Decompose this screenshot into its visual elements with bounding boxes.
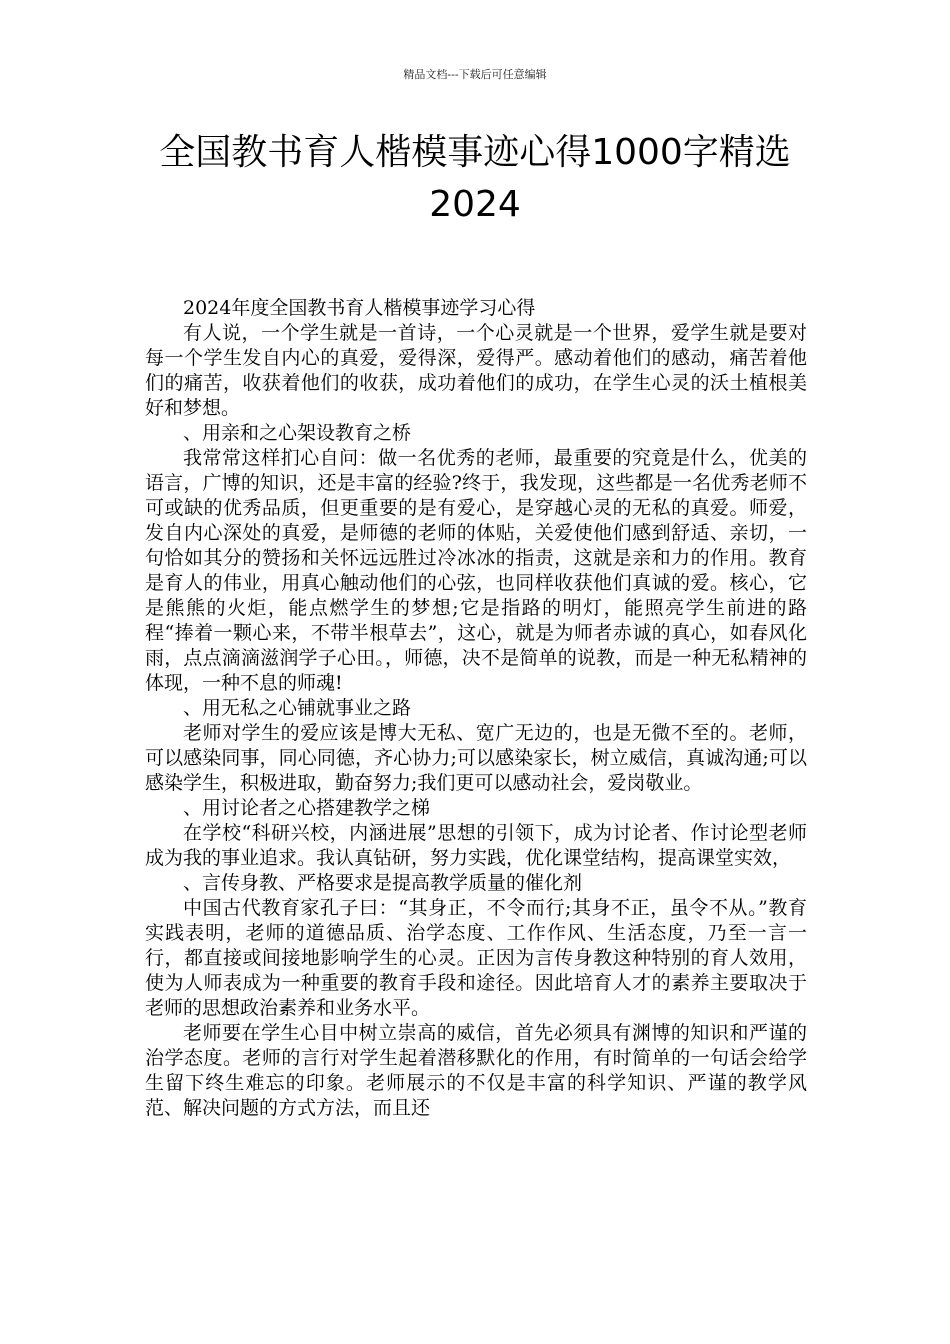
document-body (145, 296, 807, 1121)
body-paragraph: 中国古代教育家孔子曰：“其身正，不令而行;其身不正，虽令不从。”教育实践表明，老师的道德品质、治学态度、工作作风、生活态度，乃至一言一行，都直接或间接地影响学生的心灵。正因为言传身教这种特别的育人效用，使为人师表成为一种重要的教育手段和途径。因此培育人才的素养主要取决于老师的思想政治素养和业务水平。 (145, 897, 807, 1019)
section-heading: 、用讨论者之心搭建教学之梯 (183, 797, 431, 819)
page-header: 精品文档---下载后可任意编辑 (403, 68, 547, 81)
body-paragraph: 有人说，一个学生就是一首诗，一个心灵就是一个世界，爱学生就是要对每一个学生发自内心的真爱，爱得深，爱得严。感动着他们的感动，痛苦着他们的痛苦，收获着他们的收获，成功着他们的成功，在学生心灵的沃土植根美好和梦想。 (145, 322, 807, 419)
body-paragraph: 在学校“科研兴校，内涵进展”思想的引领下，成为讨论者、作讨论型老师成为我的事业追求。我认真钻研，努力实践，优化课堂结构，提高课堂实效， (145, 822, 807, 869)
document-title: 全国教书育人楷模事迹心得1000字精选2024 (159, 132, 791, 225)
section-heading: 、用无私之心铺就事业之路 (183, 697, 412, 719)
subtitle-paragraph: 2024年度全国教书育人楷模事迹学习心得 (183, 297, 536, 319)
body-paragraph: 老师对学生的爱应该是博大无私、宽广无边的，也是无微不至的。老师，可以感染同事，同心同德，齐心协力;可以感染家长，树立威信，真诚沟通;可以感染学生，积极进取，勤奋努力;我们更可以感动社会，爱岗敬业。 (145, 722, 807, 794)
body-paragraph: 老师要在学生心目中树立崇高的威信，首先必须具有渊博的知识和严谨的治学态度。老师的言行对学生起着潜移默化的作用，有时简单的一句话会给学生留下终生难忘的印象。老师展示的不仅是丰富的科学知识、严谨的教学风范、解决问题的方式方法，而且还 (145, 1022, 807, 1119)
section-heading: 、用亲和之心架设教育之桥 (183, 422, 412, 444)
section-heading: 、言传身教、严格要求是提高教学质量的催化剂 (183, 872, 583, 894)
body-paragraph: 我常常这样扪心自问：做一名优秀的老师，最重要的究竟是什么，优美的语言，广博的知识，还是丰富的经验?终于，我发现，这些都是一名优秀老师不可或缺的优秀品质，但更重要的是有爱心，是穿越心灵的无私的真爱。师爱，发自内心深处的真爱，是师德的老师的体贴，关爱使他们感到舒适、亲切，一句恰如其分的赞扬和关怀远远胜过冷冰冰的指责，这就是亲和力的作用。教育是育人的伟业，用真心触动他们的心弦，也同样收获他们真诚的爱。核心，它是熊熊的火炬，能点燃学生的梦想;它是指路的明灯，能照亮学生前进的路程“捧着一颗心来，不带半根草去”，这心，就是为师者赤诚的真心，如春风化雨，点点滴滴滋润学子心田。，师德，决不是简单的说教，而是一种无私精神的体现，一种不息的师魂! (145, 447, 807, 694)
